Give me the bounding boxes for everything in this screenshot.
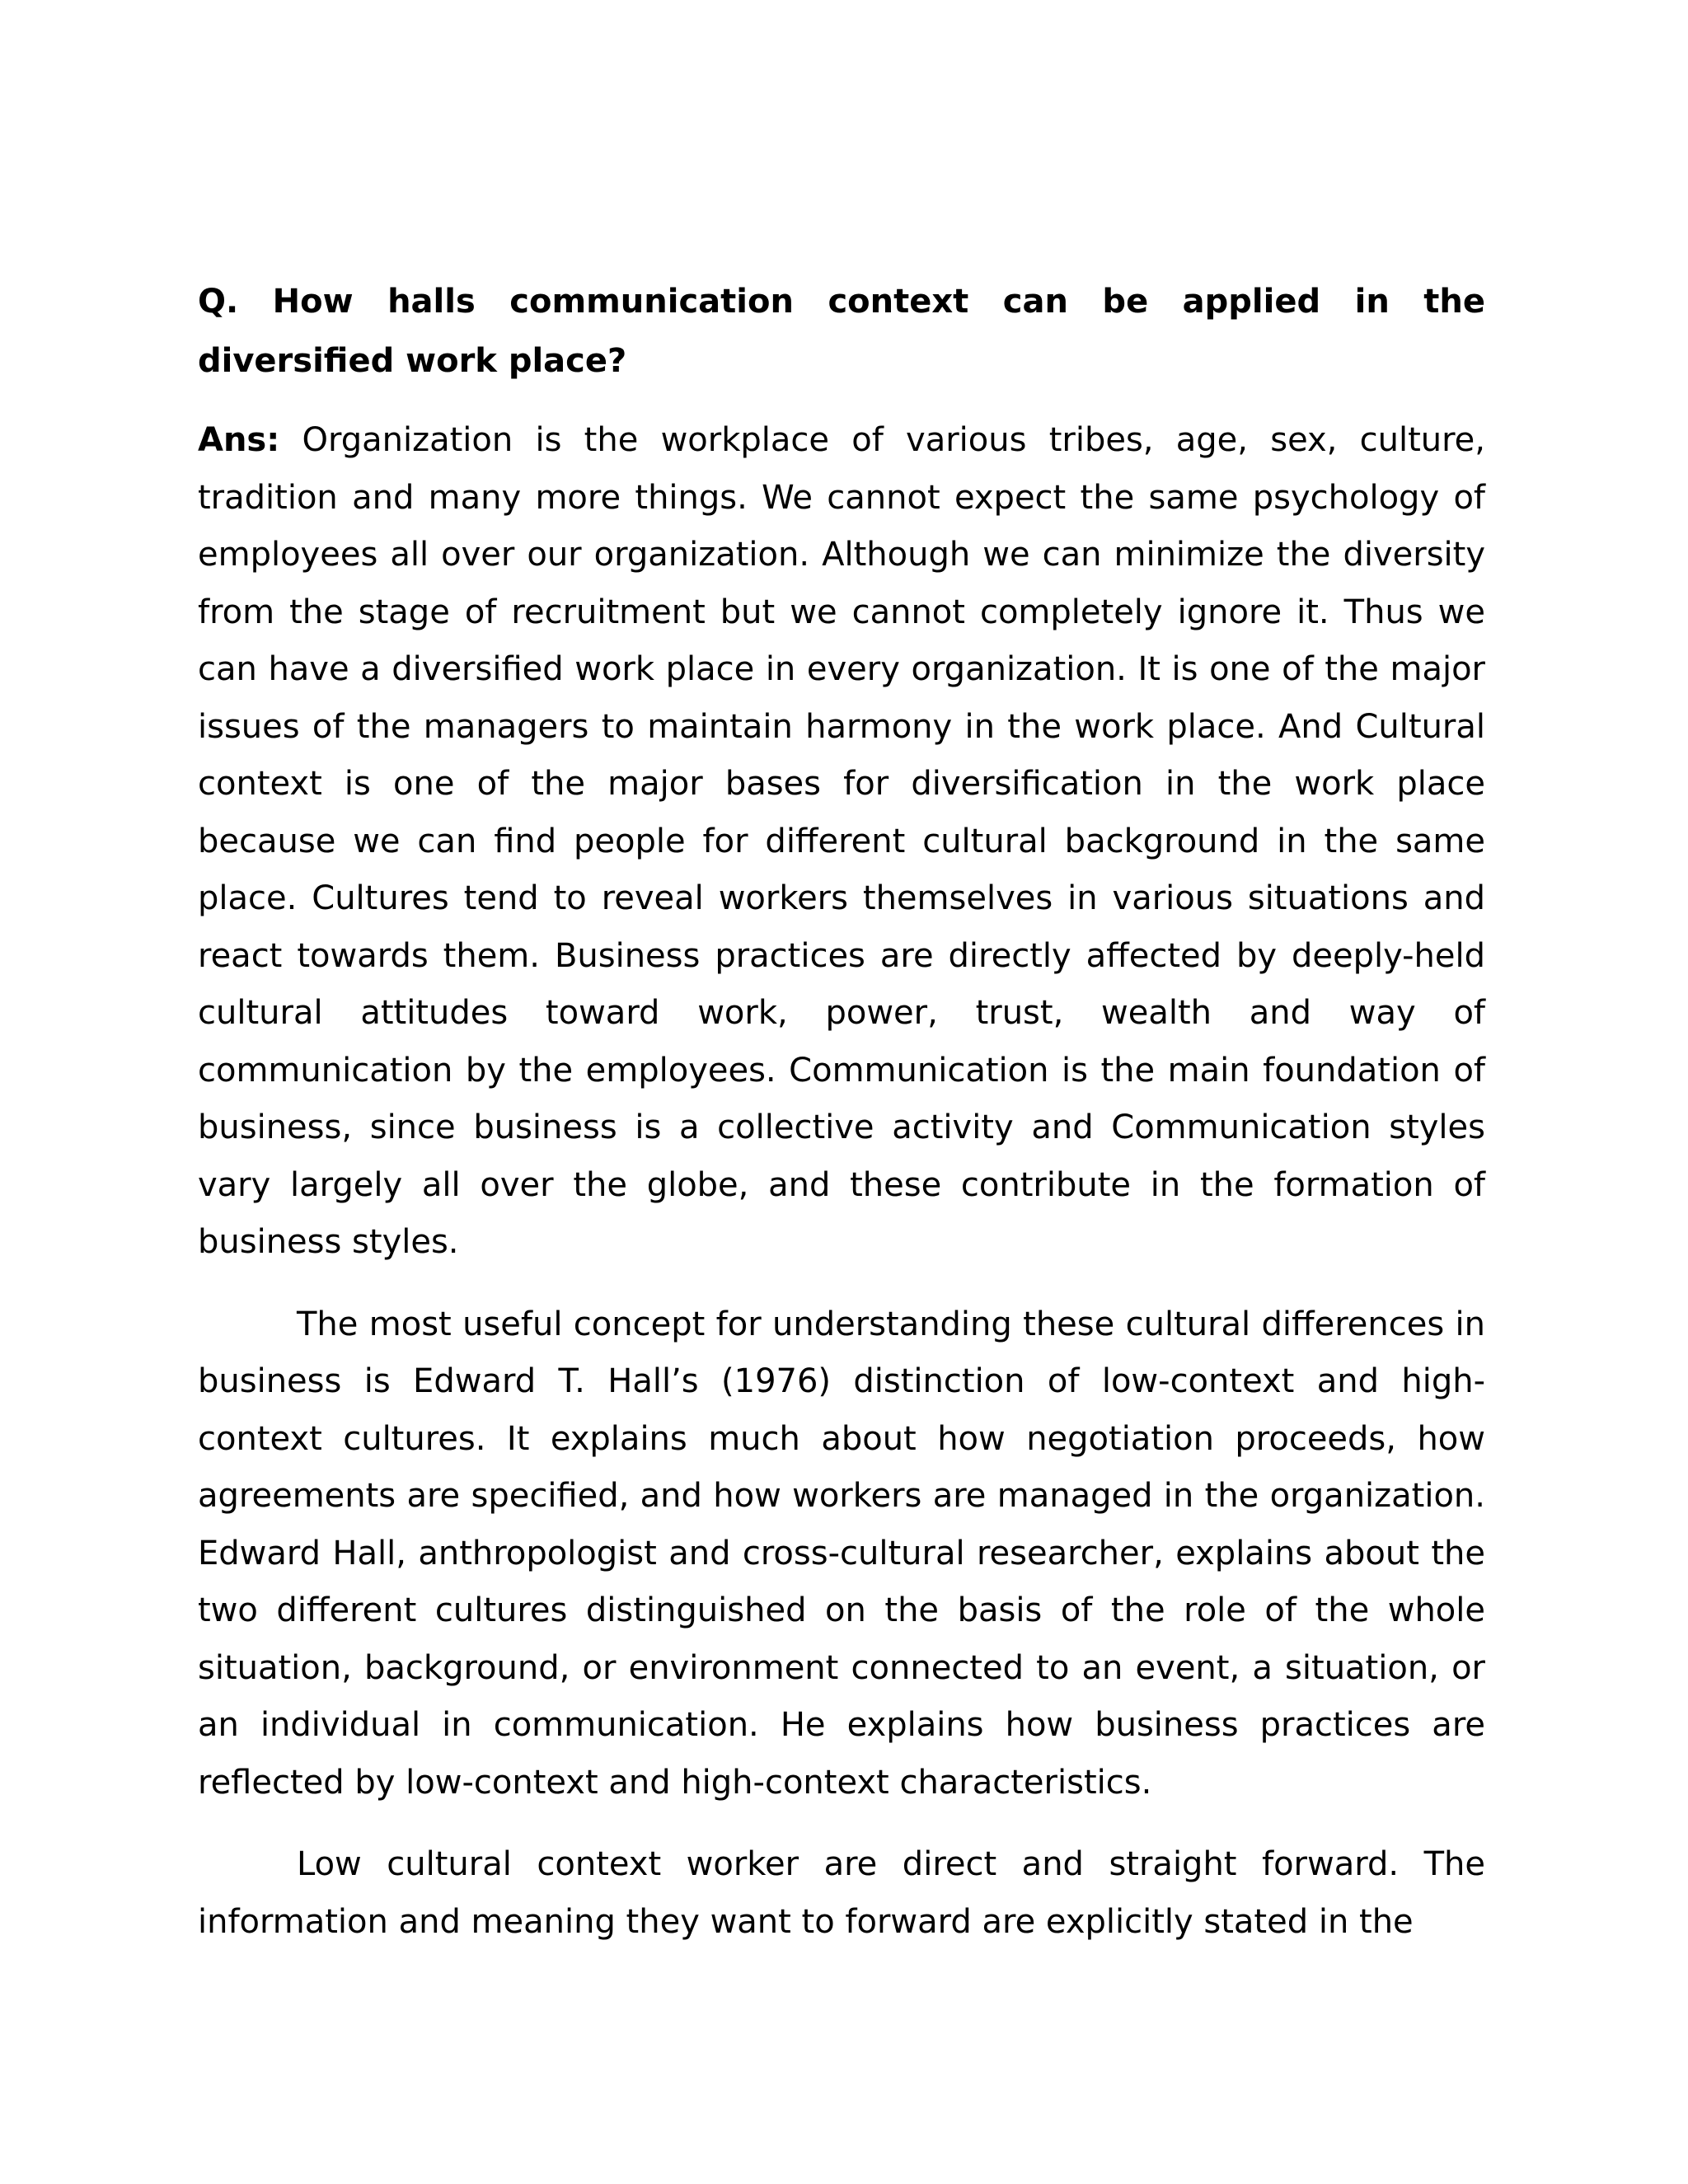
answer-paragraph-3: Low cultural context worker are direct and straight forward. The information and meaning they want to forward are explicitly stated in the — [198, 1845, 1485, 1941]
answer-paragraph-2: The most useful concept for understanding these cultural differences in business is Edward T. Hall’s (1976) distinction of low-context and high-context cultures. It explains much about how negotiation proceeds, how agreements are specified, and how workers are managed in the organization. Edward Hall, anthropologist and cross-cultural researcher, explains about the two different cultures distinguished on the basis of the role of the whole situation, background, or environment connected to an event, a situation, or an individual in communication. He explains how business practices are reflected by low-context and high-context characteristics. — [198, 1305, 1485, 1802]
question-heading: Q. How halls communication context can be applied in the diversified work place? — [198, 283, 1485, 380]
document-page — [198, 272, 1485, 1975]
answer-paragraph-1-text: Organization is the workplace of various tribes, age, sex, culture, tradition and many more things. We cannot expect the same psychology of employees all over our organization. Although we can minimize the diversity from the stage of recruitment but we cannot completely ignore it. Thus we can have a diversified work place in every organization. It is one of the major issues of the managers to maintain harmony in the work place. And Cultural context is one of the major bases for diversification in the work place because we can find people for different cultural background in the same place. Cultures tend to reveal workers themselves in various situations and react towards them. Business practices are directly affected by deeply-held cultural attitudes toward work, power, trust, wealth and way of communication by the employees. Communication is the main foundation of business, since business is a collective activity and Communication styles vary largely all over the globe, and these contribute in the formation of business styles. — [198, 421, 1485, 1261]
answer-label: Ans: — [198, 421, 280, 459]
answer-paragraph-1 — [198, 412, 1485, 1272]
